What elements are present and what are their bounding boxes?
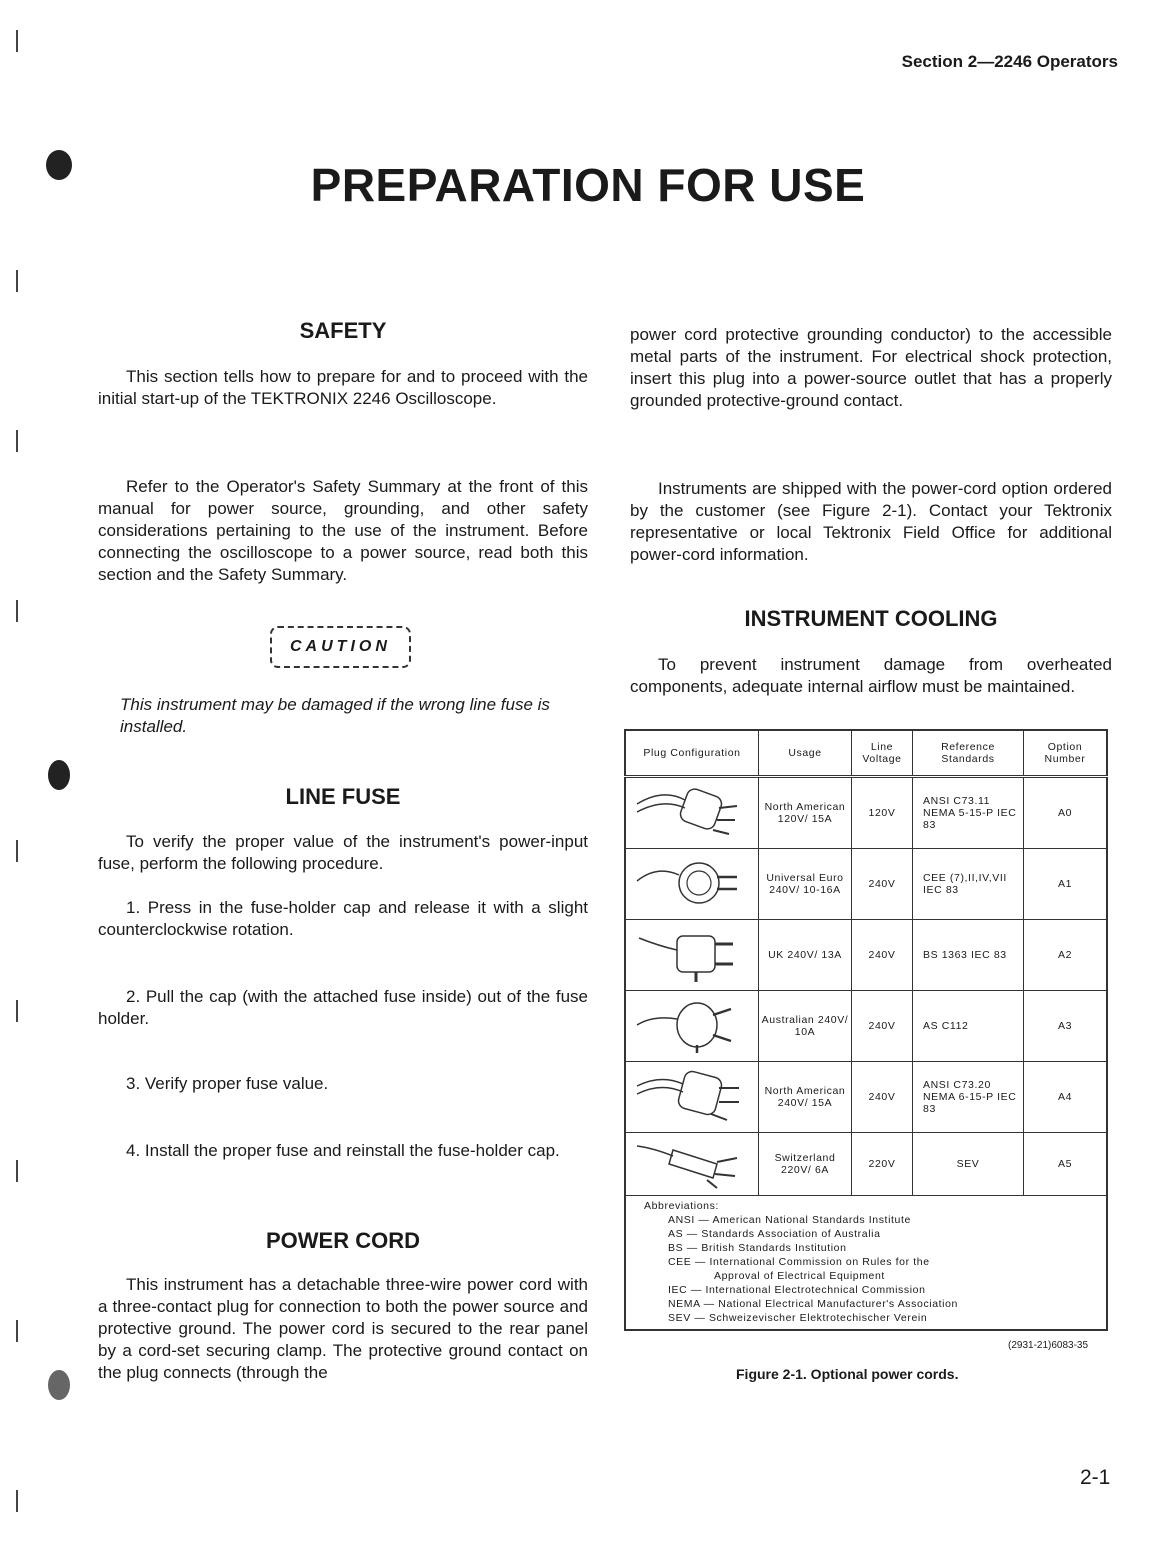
option-cell: A4 — [1024, 1062, 1108, 1133]
figure-caption: Figure 2-1. Optional power cords. — [736, 1366, 959, 1382]
usage-cell: Australian 240V/ 10A — [759, 991, 852, 1062]
caution-label: CAUTION — [270, 626, 411, 668]
figure-number: (2931-21)6083-35 — [1008, 1340, 1089, 1351]
step-4: 4. Install the proper fuse and reinstall the fuse-holder cap. — [126, 1141, 560, 1160]
plug-illustration — [625, 991, 759, 1062]
left-column — [98, 0, 588, 1544]
north-american-plug-icon — [633, 782, 751, 842]
margin-mark — [2, 270, 18, 292]
power-cord-heading: POWER CORD — [266, 1228, 420, 1253]
option-cell: A0 — [1024, 777, 1108, 849]
standards-cell: ANSI C73.11 NEMA 5-15-P IEC 83 — [913, 777, 1024, 849]
margin-mark — [2, 30, 18, 52]
option-cell: A1 — [1024, 849, 1108, 920]
punch-hole-middle — [48, 760, 70, 790]
voltage-cell: 240V — [852, 991, 913, 1062]
option-cell: A5 — [1024, 1133, 1108, 1196]
power-cord-table — [624, 729, 1108, 1331]
power-cord-options-paragraph: Instruments are shipped with the power-cord option ordered by the customer (see Figure 2-1). Contact your Tektronix representative or local Tektronix Field Office for additional power-cord information. — [630, 479, 1112, 564]
swiss-plug-icon — [633, 1136, 751, 1190]
caution-text: This instrument may be damaged if the wrong line fuse is installed. — [120, 695, 550, 736]
abbreviation-item: BS — British Standards Institution — [668, 1242, 847, 1254]
abbreviation-item: Approval of Electrical Equipment — [714, 1270, 885, 1282]
standards-cell: ANSI C73.20 NEMA 6-15-P IEC 83 — [913, 1062, 1024, 1133]
table-row — [625, 1062, 1107, 1133]
abbreviations-title: Abbreviations: — [644, 1200, 719, 1212]
standards-cell: SEV — [913, 1133, 1024, 1196]
line-fuse-intro: To verify the proper value of the instrument's power-input fuse, perform the following procedure. — [98, 832, 588, 873]
plug-illustration — [625, 1133, 759, 1196]
usage-cell: North American 120V/ 15A — [759, 777, 852, 849]
table-row — [625, 1133, 1107, 1196]
abbreviation-item: ANSI — American National Standards Institute — [668, 1214, 911, 1226]
margin-mark — [2, 1160, 18, 1182]
line-fuse-heading: LINE FUSE — [285, 784, 401, 809]
standards-cell: CEE (7),II,IV,VII IEC 83 — [913, 849, 1024, 920]
abbreviations-row — [625, 1196, 1107, 1331]
table-header-row — [625, 730, 1107, 777]
abbreviation-item: AS — Standards Association of Australia — [668, 1228, 881, 1240]
abbreviation-item: NEMA — National Electrical Manufacturer's Association — [668, 1298, 958, 1310]
header-reference-standards: Reference Standards — [913, 730, 1024, 777]
safety-paragraph-1: This section tells how to prepare for and to proceed with the initial start-up of the TEKTRONIX 2246 Oscilloscope. — [98, 367, 588, 408]
margin-mark — [2, 600, 18, 622]
header-option-number: Option Number — [1024, 730, 1108, 777]
margin-mark — [2, 1320, 18, 1342]
plug-illustration — [625, 849, 759, 920]
margin-mark — [2, 840, 18, 862]
north-american-240v-plug-icon — [633, 1066, 751, 1126]
abbreviations-cell — [625, 1196, 1107, 1331]
table-row — [625, 920, 1107, 991]
plug-illustration — [625, 920, 759, 991]
safety-paragraph-2: Refer to the Operator's Safety Summary at the front of this manual for power source, grounding, and other safety considerations pertaining to the use of the instrument. Before connecting the oscilloscope to a power source, read both this section and the Safety Summary. — [98, 477, 588, 584]
voltage-cell: 220V — [852, 1133, 913, 1196]
voltage-cell: 240V — [852, 920, 913, 991]
safety-heading: SAFETY — [299, 318, 387, 343]
table-row — [625, 777, 1107, 849]
step-3: 3. Verify proper fuse value. — [126, 1074, 329, 1093]
voltage-cell: 240V — [852, 849, 913, 920]
usage-cell: Universal Euro 240V/ 10-16A — [759, 849, 852, 920]
cooling-paragraph: To prevent instrument damage from overheated components, adequate internal airflow must be maintained. — [630, 655, 1112, 696]
plug-illustration — [625, 777, 759, 849]
voltage-cell: 120V — [852, 777, 913, 849]
abbreviation-item: SEV — Schweizevischer Elektrotechischer Verein — [668, 1312, 928, 1324]
step-1: 1. Press in the fuse-holder cap and release it with a slight counterclockwise rotation. — [98, 898, 588, 939]
usage-cell: North American 240V/ 15A — [759, 1062, 852, 1133]
power-cord-paragraph: This instrument has a detachable three-wire power cord with a three-contact plug for connection to both the power source and protective ground. The power cord is secured to the rear panel by a cord-set securing clamp. The protective ground contact on the plug connects (through the — [98, 1275, 588, 1382]
page-number: 2-1 — [1080, 1466, 1111, 1489]
usage-cell: Switzerland 220V/ 6A — [759, 1133, 852, 1196]
table-row — [625, 991, 1107, 1062]
header-usage: Usage — [759, 730, 852, 777]
step-2: 2. Pull the cap (with the attached fuse inside) out of the fuse holder. — [98, 987, 588, 1028]
margin-mark — [2, 1490, 18, 1512]
standards-cell: BS 1363 IEC 83 — [913, 920, 1024, 991]
plug-illustration — [625, 1062, 759, 1133]
punch-hole-bottom — [48, 1370, 70, 1400]
table-row — [625, 849, 1107, 920]
option-cell: A3 — [1024, 991, 1108, 1062]
instrument-cooling-heading: INSTRUMENT COOLING — [744, 606, 998, 631]
euro-plug-icon — [633, 853, 751, 913]
header-plug-configuration: Plug Configuration — [625, 730, 759, 777]
caution-notice — [270, 626, 411, 668]
section-header: Section 2—2246 Operators — [901, 52, 1118, 71]
abbreviation-item: CEE — International Commission on Rules for the — [668, 1256, 930, 1268]
australian-plug-icon — [633, 995, 751, 1055]
margin-mark — [2, 1000, 18, 1022]
power-cord-continued: power cord protective grounding conductor) to the accessible metal parts of the instrument. For electrical shock protection, insert this plug into a power-source outlet that has a properly grounded protective-ground contact. — [630, 325, 1112, 410]
header-line-voltage: Line Voltage — [852, 730, 913, 777]
uk-plug-icon — [633, 924, 751, 984]
page-title: PREPARATION FOR USE — [310, 159, 866, 211]
usage-cell: UK 240V/ 13A — [759, 920, 852, 991]
margin-mark — [2, 430, 18, 452]
abbreviation-item: IEC — International Electrotechnical Commission — [668, 1284, 926, 1296]
voltage-cell: 240V — [852, 1062, 913, 1133]
standards-cell: AS C112 — [913, 991, 1024, 1062]
option-cell: A2 — [1024, 920, 1108, 991]
